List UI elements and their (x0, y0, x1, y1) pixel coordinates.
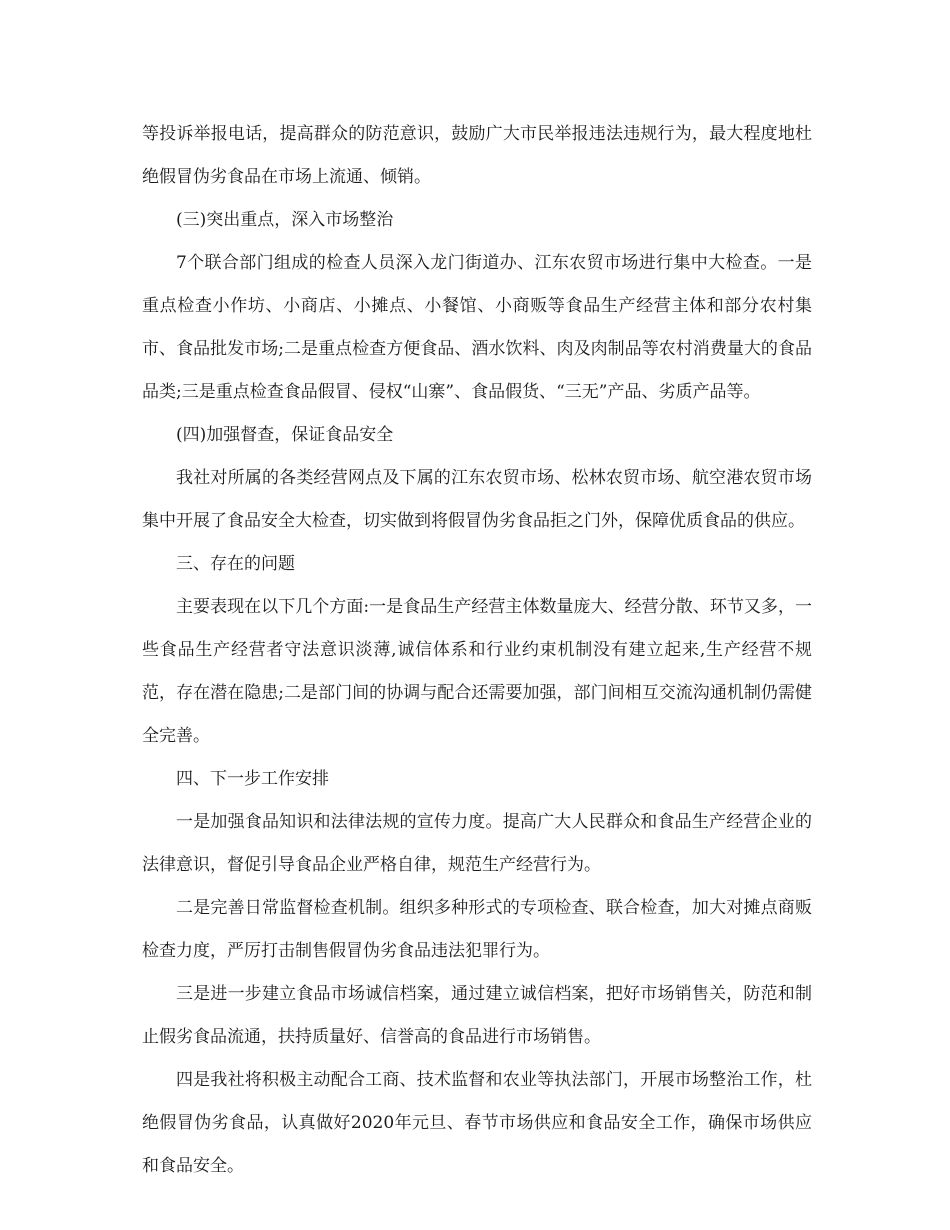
body-paragraph: 等投诉举报电话，提高群众的防范意识，鼓励广大市民举报违法违规行为，最大程度地杜绝假冒伪劣食品在市场上流通、倾销。 (142, 124, 812, 187)
body-paragraph: 我社对所属的各类经营网点及下属的江东农贸市场、松林农贸市场、航空港农贸市场集中开展了食品安全大检查，切实做到将假冒伪劣食品拒之门外，保障优质食品的供应。 (142, 468, 812, 531)
body-paragraph: 一是加强食品知识和法律法规的宣传力度。提高广大人民群众和食品生产经营企业的法律意识，督促引导食品企业严格自律，规范生产经营行为。 (142, 812, 812, 875)
section-heading: 四、下一步工作安排 (176, 769, 329, 789)
section-heading: 三、存在的问题 (176, 554, 295, 574)
document-page (142, 113, 812, 1188)
body-paragraph: 三是进一步建立食品市场诚信档案，通过建立诚信档案，把好市场销售关，防范和制止假劣食品流通，扶持质量好、信誉高的食品进行市场销售。 (142, 984, 812, 1047)
body-paragraph: 二是完善日常监督检查机制。组织多种形式的专项检查、联合检查，加大对摊点商贩检查力度，严厉打击制售假冒伪劣食品违法犯罪行为。 (142, 898, 812, 961)
body-paragraph: 7个联合部门组成的检查人员深入龙门街道办、江东农贸市场进行集中大检查。一是重点检查小作坊、小商店、小摊点、小餐馆、小商贩等食品生产经营主体和部分农村集市、食品批发市场;二是重点检查方便食品、酒水饮料、肉及肉制品等农村消费量大的食品品类;三是重点检查食品假冒、侵权“山寨”、食品假货、“三无”产品、劣质产品等。 (142, 253, 812, 402)
body-paragraph: 主要表现在以下几个方面:一是食品生产经营主体数量庞大、经营分散、环节又多，一些食品生产经营者守法意识淡薄,诚信体系和行业约束机制没有建立起来,生产经营不规范，存在潜在隐患;二是部门间的协调与配合还需要加强，部门间相互交流沟通机制仍需健全完善。 (142, 597, 812, 746)
section-heading: (四)加强督查，保证食品安全 (176, 425, 394, 445)
section-heading: (三)突出重点，深入市场整治 (176, 210, 394, 230)
body-paragraph: 四是我社将积极主动配合工商、技术监督和农业等执法部门，开展市场整治工作，杜绝假冒伪劣食品，认真做好2020年元旦、春节市场供应和食品安全工作，确保市场供应和食品安全。 (142, 1070, 812, 1176)
